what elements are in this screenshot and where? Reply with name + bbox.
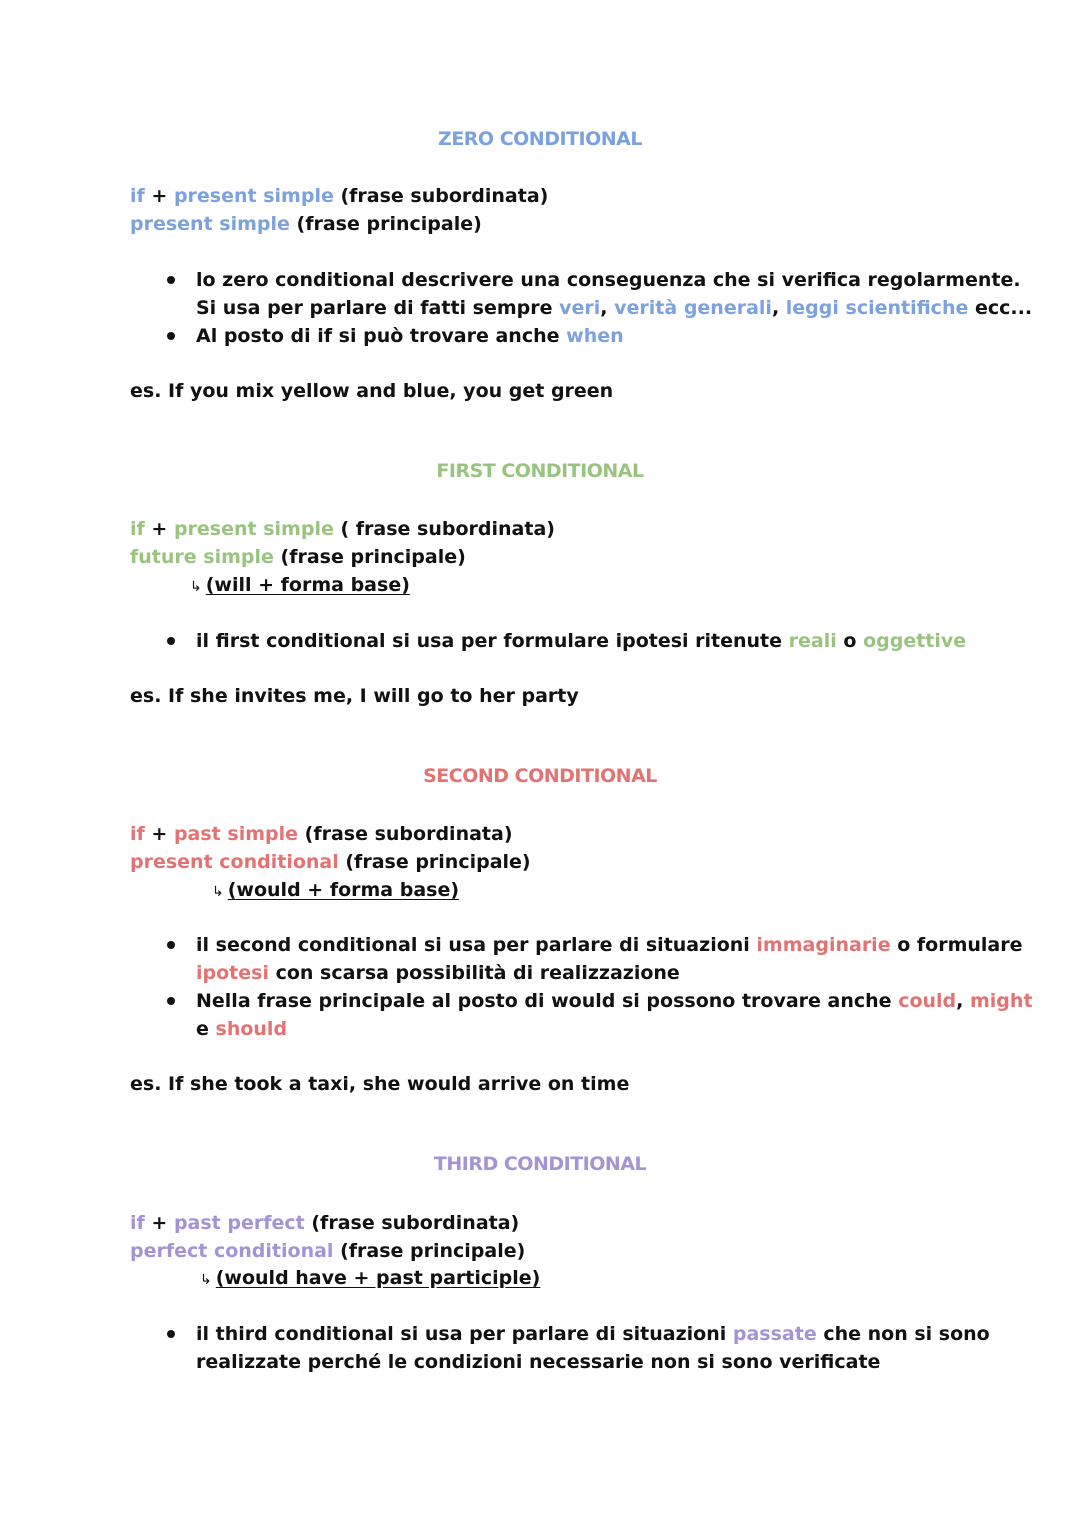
first-bullet-1 — [196, 627, 966, 655]
plus-sign: + — [151, 518, 168, 540]
second-conditional-title: SECOND CONDITIONAL — [423, 765, 657, 787]
highlight: reali — [788, 630, 837, 652]
zero-conditional-title: ZERO CONDITIONAL — [438, 128, 642, 150]
highlight: leggi scientifiche — [785, 297, 969, 319]
highlight: oggettive — [863, 630, 967, 652]
comma: , — [771, 297, 780, 319]
third-formula-note — [200, 1264, 540, 1294]
second-bullet-2-line-1 — [196, 987, 1033, 1015]
third-conditional-title: THIRD CONDITIONAL — [433, 1153, 647, 1175]
bullet-dot — [167, 637, 175, 645]
highlight: might — [970, 990, 1033, 1012]
second-formula-if-clause — [130, 820, 513, 848]
arrow-icon: ↳ — [190, 579, 202, 595]
plus-sign: + — [151, 1212, 168, 1234]
bullet-dot — [167, 332, 175, 340]
text: o formulare — [897, 934, 1023, 956]
first-formula-main-clause — [130, 543, 466, 571]
text: il third conditional si usa per parlare di situazioni — [196, 1323, 727, 1345]
third-formula-main-clause — [130, 1237, 525, 1265]
plus-sign: + — [151, 185, 168, 207]
clause-label: (frase principale) — [345, 851, 531, 873]
tense-label: present simple — [130, 213, 290, 235]
second-formula-note — [212, 876, 459, 906]
tense-label: past simple — [173, 823, 299, 845]
zero-bullet-1-line-2 — [196, 294, 1032, 322]
clause-label: (frase subordinata) — [304, 823, 513, 845]
second-bullet-1-line-1 — [196, 931, 1023, 959]
if-keyword: if — [130, 1212, 145, 1234]
highlight: could — [898, 990, 957, 1012]
highlight: when — [566, 325, 624, 347]
formula-note-text: (would + forma base) — [227, 879, 460, 901]
text: Nella frase principale al posto di would si possono trovare anche — [196, 990, 892, 1012]
highlight: immaginarie — [756, 934, 891, 956]
text: Si usa per parlare di fatti sempre — [196, 297, 553, 319]
clause-label: (frase principale) — [280, 546, 466, 568]
comma: , — [956, 990, 964, 1012]
third-bullet-1-line-2: realizzate perché le condizioni necessarie non si sono verificate — [196, 1351, 881, 1373]
tense-label: future simple — [130, 546, 274, 568]
bullet-dot — [167, 276, 175, 284]
comma: , — [600, 297, 608, 319]
second-bullet-1-line-2 — [196, 959, 680, 987]
tense-label: perfect conditional — [130, 1240, 334, 1262]
plus-sign: + — [151, 823, 168, 845]
first-formula-if-clause — [130, 515, 555, 543]
clause-label: ( frase subordinata) — [340, 518, 555, 540]
first-conditional-title: FIRST CONDITIONAL — [436, 460, 644, 482]
tense-label: present simple — [173, 185, 334, 207]
third-bullet-1-line-1 — [196, 1320, 990, 1348]
if-keyword: if — [130, 185, 145, 207]
text: e — [196, 1018, 209, 1040]
first-formula-note — [190, 571, 410, 601]
text: ecc... — [974, 297, 1033, 319]
second-example: es. If she took a taxi, she would arrive on time — [130, 1073, 630, 1095]
second-formula-main-clause — [130, 848, 531, 876]
zero-bullet-1-line-1: lo zero conditional descrivere una conseguenza che si verifica regolarmente. — [196, 269, 1021, 291]
clause-label: (frase subordinata) — [311, 1212, 520, 1234]
highlight: should — [215, 1018, 288, 1040]
tense-label: present conditional — [130, 851, 339, 873]
first-example: es. If she invites me, I will go to her party — [130, 685, 579, 707]
formula-note-text: (would have + past participle) — [215, 1267, 541, 1289]
text: o — [843, 630, 857, 652]
highlight: passate — [732, 1323, 817, 1345]
clause-label: (frase subordinata) — [340, 185, 549, 207]
second-bullet-2-line-2 — [196, 1015, 287, 1043]
clause-label: (frase principale) — [340, 1240, 526, 1262]
text: con scarsa possibilità di realizzazione — [275, 962, 680, 984]
zero-formula-main-clause — [130, 210, 482, 238]
if-keyword: if — [130, 518, 145, 540]
formula-note-text: (will + forma base) — [205, 574, 410, 596]
highlight: ipotesi — [196, 962, 269, 984]
text: il first conditional si usa per formulare ipotesi ritenute — [196, 630, 783, 652]
clause-label: (frase principale) — [296, 213, 482, 235]
highlight: veri — [559, 297, 601, 319]
zero-bullet-2 — [196, 322, 624, 350]
arrow-icon: ↳ — [200, 1272, 212, 1288]
arrow-icon: ↳ — [212, 884, 224, 900]
zero-formula-if-clause — [130, 182, 548, 210]
highlight: verità generali — [614, 297, 772, 319]
tense-label: present simple — [173, 518, 334, 540]
text: il second conditional si usa per parlare di situazioni — [196, 934, 750, 956]
zero-example: es. If you mix yellow and blue, you get green — [130, 380, 614, 402]
text: Al posto di if si può trovare anche — [196, 325, 560, 347]
third-formula-if-clause — [130, 1209, 519, 1237]
tense-label: past perfect — [173, 1212, 305, 1234]
bullet-dot — [167, 1330, 175, 1338]
bullet-dot — [167, 941, 175, 949]
bullet-dot — [167, 997, 175, 1005]
if-keyword: if — [130, 823, 145, 845]
text: che non si sono — [823, 1323, 990, 1345]
